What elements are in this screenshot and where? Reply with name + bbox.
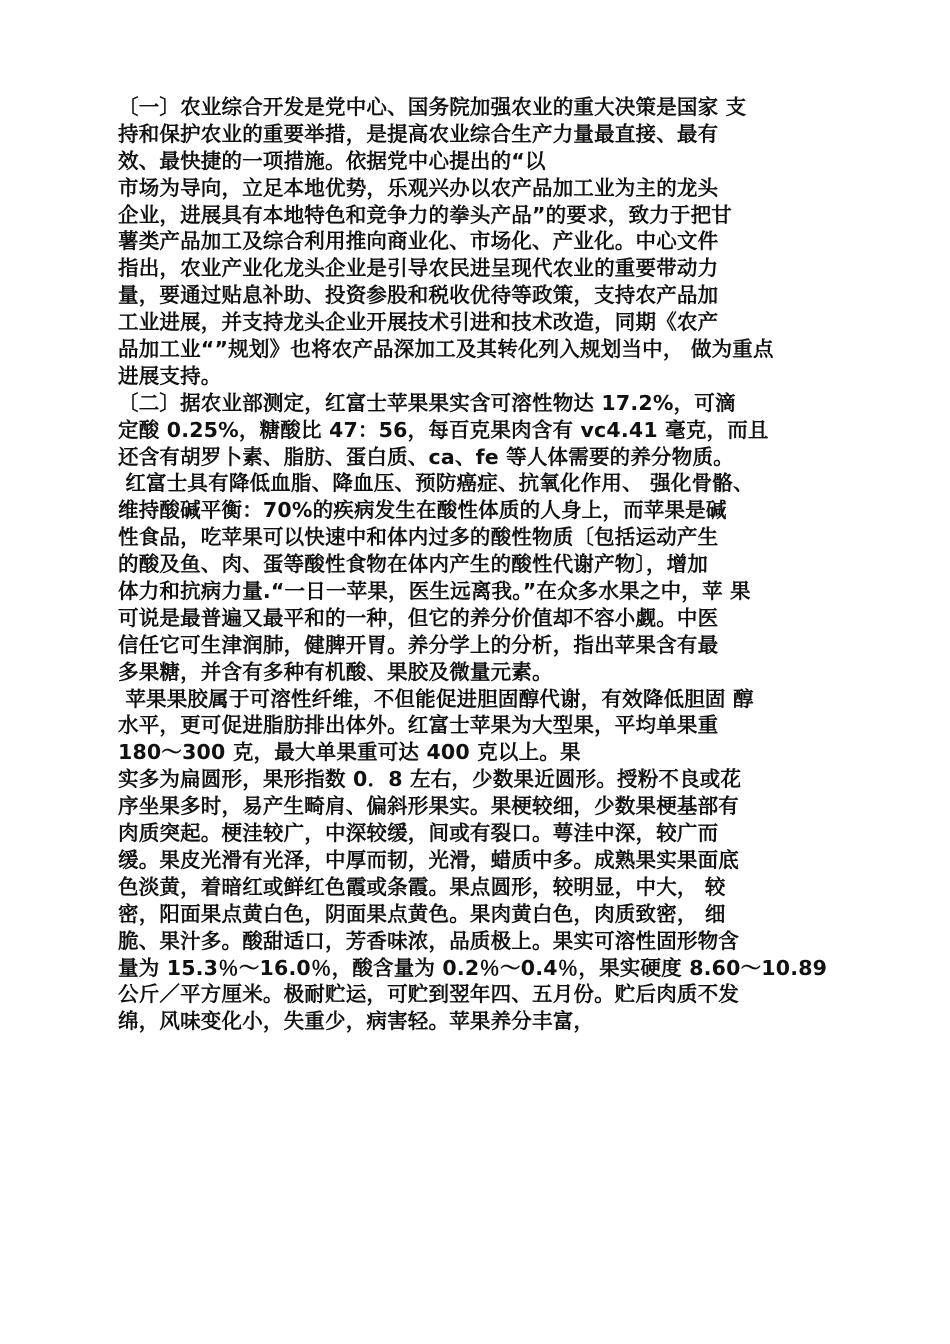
text-line: 进展支持。: [118, 363, 222, 388]
text-line: 序坐果多时，易产生畸肩、偏斜形果实。果梗较细，少数果梗基部有: [118, 794, 739, 819]
text-line: 维持酸碱平衡：70%的疾病发生在酸性体质的人身上，而苹果是碱: [118, 498, 727, 523]
text-line: 〔一〕农业综合开发是党中心、国务院加强农业的重大决策是国家 支: [118, 95, 747, 119]
text-line: 红富士具有降低血脂、降血压、预防癌症、抗氧化作用、 强化骨骼、: [118, 471, 754, 496]
text-line: 信任它可生津润肺，健脾开胃。养分学上的分析，指出苹果含有最: [118, 632, 719, 657]
text-line: 缓。果皮光滑有光泽，中厚而韧，光滑，蜡质中多。成熟果实果面底: [118, 847, 739, 872]
text-line: 公斤／平方厘米。极耐贮运，可贮到翌年四、五月份。贮后肉质不发: [118, 982, 739, 1007]
text-line: 市场为导向，立足本地优势，乐观兴办以农产品加工业为主的龙头: [118, 175, 719, 200]
text-line: 绵，风味变化小，失重少，病害轻。苹果养分丰富，: [118, 1009, 595, 1034]
text-line: 苹果果胶属于可溶性纤维，不但能促进胆固醇代谢，有效降低胆固 醇: [118, 686, 754, 711]
text-line: 量为 15.3％～16.0％，酸含量为 0.2％～0.4％，果实硬度 8.60～10.89: [118, 955, 828, 980]
text-line: 脆、果汁多。酸甜适口，芳香味浓，品质极上。果实可溶性固形物含: [118, 928, 739, 953]
text-line: 实多为扁圆形，果形指数 0．8 左右，少数果近圆形。授粉不良或花: [118, 767, 742, 792]
text-line: 量，要通过贴息补助、投资参股和税收优待等政策，支持农产品加: [118, 283, 719, 308]
document-body: [118, 94, 848, 1035]
text-line: 多果糖，并含有多种有机酸、果胶及微量元素。: [118, 659, 553, 684]
text-line: 可说是最普遍又最平和的一种，但它的养分价值却不容小觑。中医: [118, 605, 719, 630]
text-line: 定酸 0.25%，糖酸比 47：56，每百克果肉含有 vc4.41 毫克，而且: [118, 417, 769, 442]
text-line: 持和保护农业的重要举措，是提高农业综合生产力量最直接、最有: [118, 121, 719, 146]
text-line: 企业，进展具有本地特色和竞争力的拳头产品”的要求，致力于把甘: [118, 202, 732, 227]
text-line: 色淡黄，着暗红或鲜红色霞或条霞。果点圆形，较明显，中大， 较: [118, 874, 726, 899]
text-line: 指出，农业产业化龙头企业是引导农民进呈现代农业的重要带动力: [118, 256, 719, 281]
text-line: 薯类产品加工及综合利用推向商业化、市场化、产业化。中心文件: [118, 229, 719, 254]
text-line: 工业进展，并支持龙头企业开展技术引进和技术改造，同期《农产: [118, 310, 719, 335]
text-line: 〔二〕据农业部测定，红富士苹果果实含可溶性物达 17.2%，可滴: [118, 390, 736, 415]
text-line: 的酸及鱼、肉、蛋等酸性食物在体内产生的酸性代谢产物〕，增加: [118, 552, 709, 577]
text-line: 性食品，吃苹果可以快速中和体内过多的酸性物质〔包括运动产生: [118, 525, 719, 550]
text-line: 还含有胡罗卜素、脂肪、蛋白质、ca、fe 等人体需要的养分物质。: [118, 444, 734, 469]
text-line: 密，阳面果点黄白色，阴面果点黄色。果肉黄白色，肉质致密， 细: [118, 901, 726, 926]
text-line: 水平，更可促进脂肪排出体外。红富士苹果为大型果，平均单果重: [118, 713, 719, 738]
text-line: 180～300 克，最大单果重可达 400 克以上。果: [118, 740, 581, 765]
text-line: 肉质突起。梗洼较广，中深较缓，间或有裂口。萼洼中深，较广而: [118, 821, 719, 846]
text-line: 品加工业“”规划》也将农产品深加工及其转化列入规划当中， 做为重点: [118, 337, 774, 362]
text-line: 效、最快捷的一项措施。依据党中心提出的“以: [118, 148, 546, 173]
text-line: 体力和抗病力量.“一日一苹果，医生远离我。”在众多水果之中，苹 果: [118, 579, 751, 604]
